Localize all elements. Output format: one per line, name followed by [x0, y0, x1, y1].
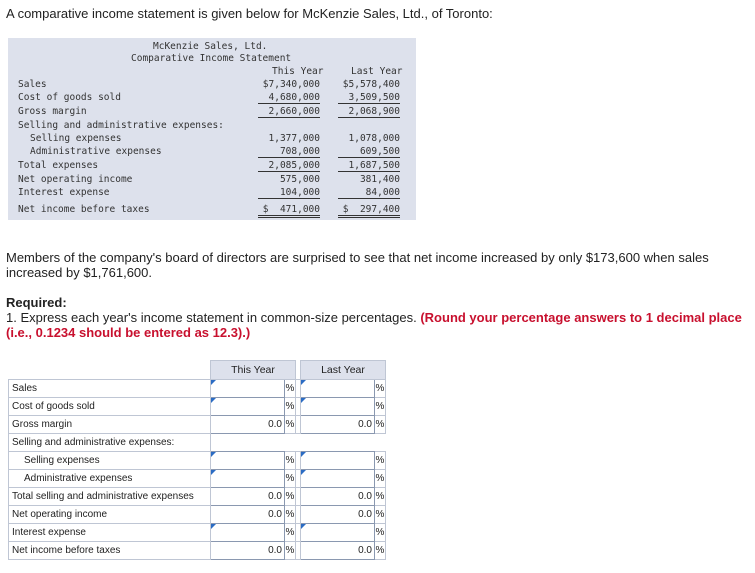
required-heading: Required:: [6, 295, 67, 310]
percent-sign: %: [285, 542, 296, 560]
stmt-label: Sales: [18, 79, 47, 90]
sales-this-year-input[interactable]: [211, 380, 285, 398]
stmt-last: 1,687,500: [338, 160, 400, 172]
stmt-label: Interest expense: [18, 187, 110, 198]
interest-exp-this-year-input[interactable]: [211, 524, 285, 542]
stmt-last: $ 297,400: [338, 204, 400, 218]
stmt-this: $ 471,000: [258, 204, 320, 218]
stmt-label: Cost of goods sold: [18, 92, 121, 103]
net-income-this-year-value: 0.0: [211, 542, 285, 560]
percent-sign: %: [375, 542, 386, 560]
stmt-label: Net income before taxes: [18, 204, 150, 215]
net-income-last-year-value: 0.0: [301, 542, 375, 560]
stmt-last: 2,068,900: [338, 106, 400, 118]
gross-margin-last-year-value: 0.0: [301, 416, 375, 434]
statement-company: McKenzie Sales, Ltd.: [153, 41, 268, 52]
percent-sign: %: [285, 398, 296, 416]
net-op-income-last-year-value: 0.0: [301, 506, 375, 524]
required-note: (Round your percentage answers to 1 decimal place (i.e., 0.1234 should be entered as 12.3).): [6, 310, 742, 340]
stmt-last: 84,000: [338, 187, 400, 199]
statement-col-last: Last Year: [351, 66, 403, 77]
stmt-label: Total expenses: [18, 160, 99, 171]
percent-sign: %: [375, 452, 386, 470]
stmt-last: 1,078,000: [348, 133, 400, 144]
answer-row-label: Cost of goods sold: [9, 398, 211, 416]
answer-row-label: Gross margin: [9, 416, 211, 434]
percent-sign: %: [375, 416, 386, 434]
stmt-this: 1,377,000: [268, 133, 320, 144]
stmt-label: Selling and administrative expenses:: [18, 120, 224, 131]
percent-sign: %: [285, 488, 296, 506]
admin-exp-this-year-input[interactable]: [211, 470, 285, 488]
statement-col-this: This Year: [272, 66, 324, 77]
sales-last-year-input[interactable]: [301, 380, 375, 398]
cogs-last-year-input[interactable]: [301, 398, 375, 416]
answer-row-label: Net income before taxes: [9, 542, 211, 560]
board-paragraph: Members of the company's board of directors are surprised to see that net income increased by only $173,600 when sales increased by $1,761,600.: [6, 250, 709, 280]
stmt-this: 2,085,000: [258, 160, 320, 172]
answer-table: [8, 360, 386, 560]
gross-margin-this-year-value: 0.0: [211, 416, 285, 434]
stmt-last: 381,400: [359, 174, 400, 185]
total-exp-this-year-value: 0.0: [211, 488, 285, 506]
selling-exp-this-year-input[interactable]: [211, 452, 285, 470]
percent-sign: %: [375, 398, 386, 416]
answer-row-label: Selling and administrative expenses:: [9, 434, 211, 452]
stmt-label: Net operating income: [18, 174, 133, 185]
answer-row-label: Interest expense: [9, 524, 211, 542]
intro-text: A comparative income statement is given below for McKenzie Sales, Ltd., of Toronto:: [6, 6, 493, 21]
percent-sign: %: [285, 380, 296, 398]
required-text: 1. Express each year's income statement in common-size percentages.: [6, 310, 421, 325]
stmt-last: 609,500: [338, 146, 400, 158]
answer-row-label: Total selling and administrative expenses: [9, 488, 211, 506]
stmt-label: Gross margin: [18, 106, 87, 117]
income-statement-image: [8, 38, 416, 220]
percent-sign: %: [285, 524, 296, 542]
answer-row-label: Administrative expenses: [9, 470, 211, 488]
answer-col-last: Last Year: [301, 361, 386, 380]
percent-sign: %: [375, 524, 386, 542]
required-section: [6, 295, 751, 340]
total-exp-last-year-value: 0.0: [301, 488, 375, 506]
stmt-this: 104,000: [258, 187, 320, 199]
cogs-this-year-input[interactable]: [211, 398, 285, 416]
percent-sign: %: [285, 506, 296, 524]
stmt-this: 708,000: [258, 146, 320, 158]
percent-sign: %: [375, 470, 386, 488]
stmt-last: 3,509,500: [338, 92, 400, 104]
percent-sign: %: [375, 380, 386, 398]
answer-row-label: Net operating income: [9, 506, 211, 524]
stmt-this: 2,660,000: [258, 106, 320, 118]
stmt-label: Selling expenses: [30, 133, 122, 144]
stmt-this: 4,680,000: [258, 92, 320, 104]
admin-exp-last-year-input[interactable]: [301, 470, 375, 488]
stmt-this: $7,340,000: [262, 79, 320, 90]
statement-title: Comparative Income Statement: [131, 53, 292, 64]
percent-sign: %: [375, 506, 386, 524]
stmt-last: $5,578,400: [342, 79, 400, 90]
interest-exp-last-year-input[interactable]: [301, 524, 375, 542]
percent-sign: %: [375, 488, 386, 506]
percent-sign: %: [285, 452, 296, 470]
answer-row-label: Selling expenses: [9, 452, 211, 470]
percent-sign: %: [285, 470, 296, 488]
percent-sign: %: [285, 416, 296, 434]
net-op-income-this-year-value: 0.0: [211, 506, 285, 524]
selling-exp-last-year-input[interactable]: [301, 452, 375, 470]
answer-row-label: Sales: [9, 380, 211, 398]
stmt-this: 575,000: [279, 174, 320, 185]
answer-col-this: This Year: [211, 361, 296, 380]
stmt-label: Administrative expenses: [30, 146, 162, 157]
